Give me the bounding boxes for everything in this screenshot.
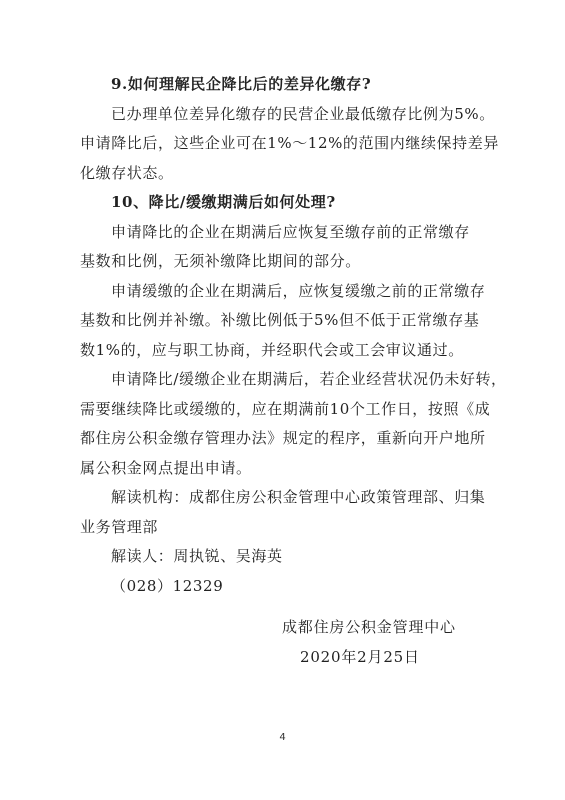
q9-line-3: 化缴存状态。 — [80, 163, 174, 182]
signature-block — [282, 612, 456, 672]
interpretation-agency-line-2: 业务管理部 — [80, 517, 159, 536]
q10-para2-line-1: 申请缓缴的企业在期满后，应恢复缓缴之前的正常缴存 — [111, 281, 486, 300]
q10-para3-line-4: 属公积金网点提出申请。 — [80, 458, 252, 477]
q10-para2-line-2: 基数和比例并补缴。补缴比例低于5%但不低于正常缴存基 — [80, 311, 480, 329]
interpreters: 解读人：周执锐、吴海英 — [111, 547, 283, 565]
document-body — [80, 70, 507, 601]
q10-para2-line-3: 数1%的，应与职工协商，并经职代会或工会审议通过。 — [80, 340, 464, 359]
q10-para3-line-3: 都住房公积金缴存管理办法》规定的程序，重新向开户地所 — [80, 429, 486, 447]
page-number: 4 — [279, 732, 286, 743]
signature-organization: 成都住房公积金管理中心 — [282, 618, 456, 636]
interpretation-agency-line-1: 解读机构：成都住房公积金管理中心政策管理部、归集 — [111, 488, 486, 506]
q10-para1-line-2: 基数和比例，无须补缴降比期间的部分。 — [80, 252, 361, 270]
q10-heading: 10、降比/缓缴期满后如何处理? — [111, 193, 336, 211]
contact-phone: （028）12329 — [111, 576, 224, 595]
signature-date: 2020年2月25日 — [300, 648, 420, 666]
q9-line-1: 已办理单位差异化缴存的民营企业最低缴存比例为5%。 — [111, 104, 495, 123]
q9-line-2: 申请降比后，这些企业可在1%～12%的范围内继续保持差异 — [80, 134, 499, 152]
q10-para3-line-1: 申请降比/缓缴企业在期满后，若企业经营状况仍未好转， — [111, 370, 507, 388]
q10-para3-line-2: 需要继续降比或缓缴的，应在期满前10个工作日，按照《成 — [80, 399, 491, 418]
q9-heading: 9.如何理解民企降比后的差异化缴存? — [111, 75, 372, 93]
q10-para1-line-1: 申请降比的企业在期满后应恢复至缴存前的正常缴存 — [111, 222, 470, 241]
